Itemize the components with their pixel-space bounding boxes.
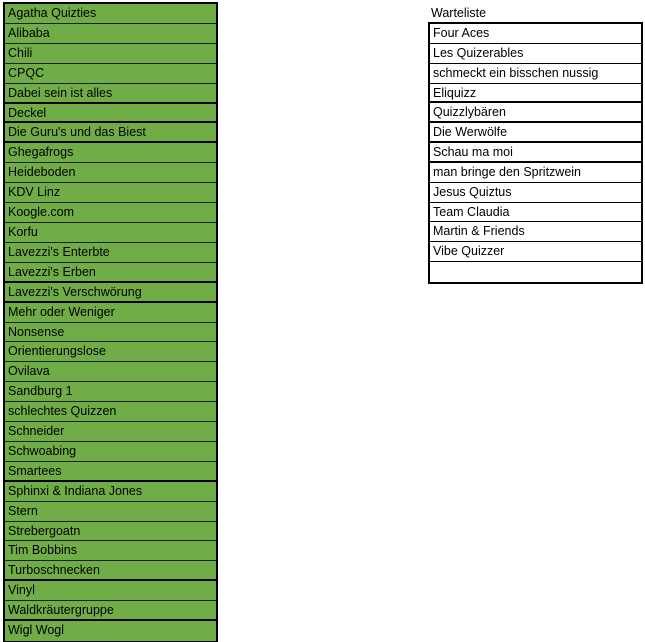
waitlist-cell[interactable]: Quizzlybären	[430, 103, 641, 123]
waitlist-list	[428, 22, 643, 284]
waitlist-cell[interactable]: Schau ma moi	[430, 143, 641, 163]
team-cell[interactable]: Vinyl	[5, 581, 216, 601]
team-cell[interactable]: Deckel	[5, 104, 216, 124]
waitlist-cell[interactable]: Four Aces	[430, 24, 641, 44]
waitlist-title: Warteliste	[431, 6, 487, 20]
team-cell[interactable]: schlechtes Quizzen	[5, 402, 216, 422]
team-cell[interactable]: Turboschnecken	[5, 561, 216, 581]
team-cell[interactable]: Ovilava	[5, 362, 216, 382]
waitlist-cell[interactable]: Vibe Quizzer	[430, 242, 641, 262]
waitlist-cell[interactable]: Team Claudia	[430, 203, 641, 223]
team-cell[interactable]: Sandburg 1	[5, 382, 216, 402]
team-cell[interactable]: Die Guru's und das Biest	[5, 123, 216, 143]
team-cell[interactable]: Schwoabing	[5, 442, 216, 462]
waitlist-cell[interactable]: schmeckt ein bisschen nussig	[430, 64, 641, 84]
team-cell[interactable]: Waldkräutergruppe	[5, 601, 216, 621]
team-cell[interactable]: Stern	[5, 502, 216, 522]
team-cell[interactable]: Ghegafrogs	[5, 143, 216, 163]
team-cell[interactable]: Koogle.com	[5, 203, 216, 223]
team-cell[interactable]: Lavezzi's Verschwörung	[5, 283, 216, 303]
team-cell[interactable]: Nonsense	[5, 323, 216, 343]
team-cell[interactable]: Mehr oder Weniger	[5, 303, 216, 323]
team-cell[interactable]: Alibaba	[5, 24, 216, 44]
waitlist-cell[interactable]: Eliquizz	[430, 84, 641, 104]
team-cell[interactable]: KDV Linz	[5, 183, 216, 203]
team-cell[interactable]: Agatha Quizties	[5, 4, 216, 24]
team-cell[interactable]: Wigl Wogl	[8, 623, 65, 638]
team-cell[interactable]: Dabei sein ist alles	[5, 84, 216, 104]
team-cell[interactable]: Sphinxi & Indiana Jones	[5, 482, 216, 502]
team-cell[interactable]: Orientierungslose	[5, 342, 216, 362]
team-list	[3, 2, 218, 642]
waitlist-cell[interactable]: Die Werwölfe	[430, 123, 641, 143]
team-cell[interactable]: CPQC	[5, 64, 216, 84]
waitlist-cell[interactable]	[430, 262, 641, 282]
team-cell[interactable]: Tim Bobbins	[5, 541, 216, 561]
waitlist-cell[interactable]: man bringe den Spritzwein	[430, 163, 641, 183]
team-cell[interactable]: Strebergoatn	[5, 522, 216, 542]
waitlist-cell[interactable]: Les Quizerables	[430, 44, 641, 64]
team-cell[interactable]: Heideboden	[5, 163, 216, 183]
team-cell[interactable]: Korfu	[5, 223, 216, 243]
team-cell[interactable]: Lavezzi's Enterbte	[5, 243, 216, 263]
waitlist-cell[interactable]: Martin & Friends	[430, 222, 641, 242]
team-cell[interactable]: Smartees	[5, 462, 216, 482]
team-cell[interactable]: Schneider	[5, 422, 216, 442]
team-cell[interactable]: Lavezzi's Erben	[5, 263, 216, 283]
waitlist-cell[interactable]: Jesus Quiztus	[430, 183, 641, 203]
team-cell[interactable]: Chili	[5, 44, 216, 64]
